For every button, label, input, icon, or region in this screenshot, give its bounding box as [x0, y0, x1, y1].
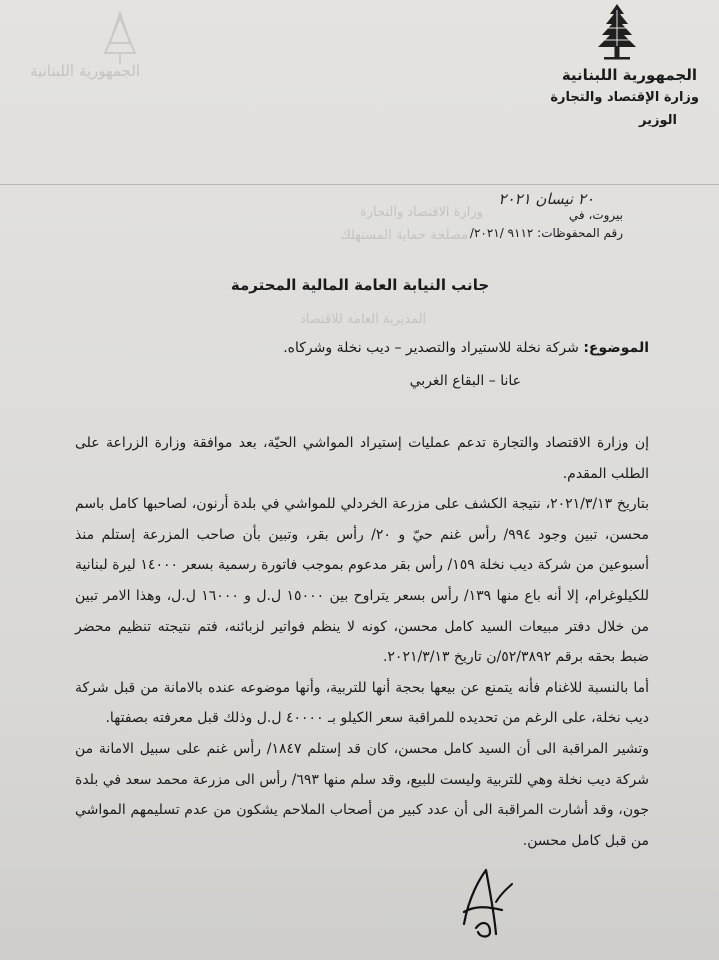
faint-seal-icon — [60, 8, 180, 68]
ghost-text-line: مصلحة حماية المستهلك — [340, 228, 469, 243]
ghost-emblem-text: الجمهورية اللبنانية — [30, 62, 141, 80]
letter-body — [75, 428, 649, 856]
ghost-text-line: المديرية العامة للاقتصاد — [300, 312, 427, 327]
recipient-heading: جانب النيابة العامة المالية المحترمة — [230, 276, 490, 294]
place-line: بيروت، في — [568, 208, 623, 222]
handwritten-date: ٢٠ نيسان ٢٠٢١ — [498, 190, 594, 208]
subject-label: الموضوع: — [583, 340, 649, 356]
letterhead-ministry: وزارة الإقتصاد والتجارة — [550, 90, 699, 105]
cedar-tree-icon — [590, 2, 644, 62]
body-paragraph: وتشير المراقبة الى أن السيد كامل محسن، كان قد إستلم ١٨٤٧/ رأس غنم على سبيل الامانة من شركة ديب نخلة وهي للتربية وليست للبيع، وقد سلم منها ٦٩٣/ رأس الى مزرعة محمد سعد في بلدة جون، وقد أشارت المراقبة الى أن عدد كبير من أصحاب الملاحم يشكون من عدم تسليمهم المواشي من قبل كامل محسن. — [75, 740, 649, 849]
body-paragraph: بتاريخ ٢٠٢١/٣/١٣، نتيجة الكشف على مزرعة الخردلي للمواشي في بلدة أرنون، لصاحبها كامل باسم محسن، تبين وجود ٩٩٤/ رأس غنم حيّ و ٢٠/ رأس بقر، وتبين بأن صاحب المزرعة إستلم منذ أسبوعين من شركة ديب نخلة ١٥٩/ رأس بقر مدعوم بموجب فاتورة رسمية بسعر ١٤٠٠٠ ليرة لبنانية للكيلوغرام، إلا أنه باع منها ١٣٩/ رأس بسعر يتراوح بين ١٥٠٠٠ ل.ل و ١٦٠٠٠ ل.ل، وهذا الامر تبين من خلال دفتر مبيعات السيد كامل محسن، كونه لا ينظم فواتير لزبائنه، فتم نتيجته تنظيم محضر ضبط بحقه برقم ٥٢/٣٨٩٢/ن تاريخ ٢٠٢١/٣/١٣. — [75, 496, 650, 666]
handwritten-signature — [446, 862, 526, 942]
subject-location: عانا – البقاع الغربي — [409, 373, 521, 389]
letterhead-office: الوزير — [639, 113, 677, 128]
letterhead-country: الجمهورية اللبنانية — [561, 66, 697, 84]
ghost-text-line: وزارة الاقتصاد والتجارة — [360, 205, 483, 220]
subject-line — [283, 340, 649, 356]
subject-text: شركة نخلة للاستيراد والتصدير – ديب نخلة وشركاه. — [283, 340, 579, 356]
body-paragraph: أما بالنسبة للاغنام فأنه يتمنع عن بيعها بحجة أنها للتربية، وأنها موضوعه عنده بالامانة من قبل شركة ديب نخلة، على الرغم من تحديده للمراقبة سعر الكيلو بـ ٤٠٠٠٠ ل.ل وذلك قبل معرفته بصفتها. — [75, 679, 649, 727]
header-divider — [0, 184, 719, 185]
body-paragraph: إن وزارة الاقتصاد والتجارة تدعم عمليات إستيراد المواشي الحيّة، بعد موافقة وزارة الزراعة على الطلب المقدم. — [75, 435, 649, 482]
letterhead — [527, 2, 707, 128]
reference-number: رقم المحفوظات: ٩١١٢ /٢٠٢١/ — [469, 226, 623, 240]
